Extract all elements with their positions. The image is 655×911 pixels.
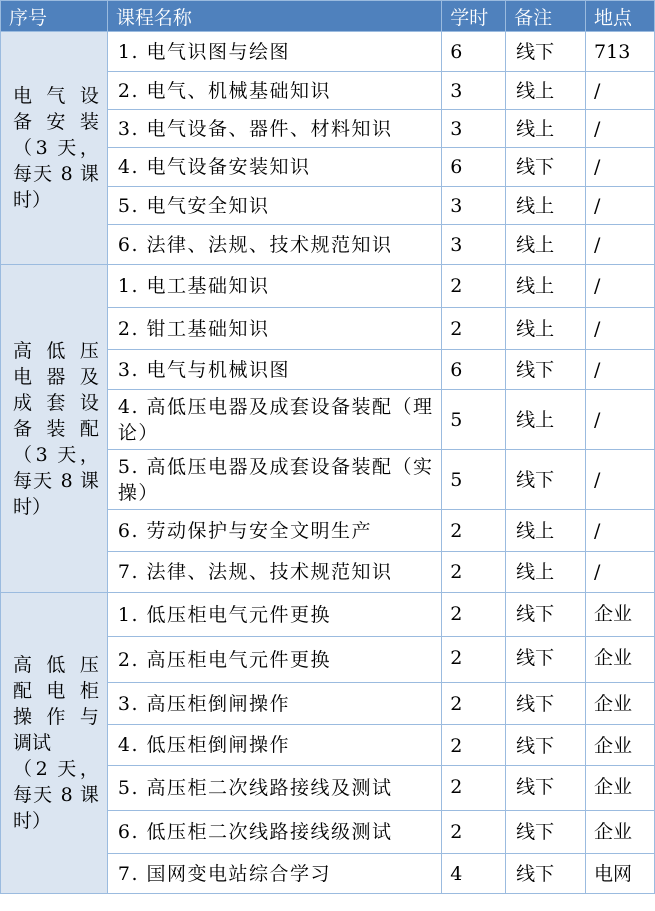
group-label-line: 高低压 [13, 339, 99, 362]
hours-cell: 6 [442, 32, 506, 72]
course-cell: 5. 高低压电器及成套设备装配（实操） [107, 450, 441, 510]
hours-cell: 2 [442, 510, 506, 552]
location-cell: 企业 [586, 725, 655, 766]
location-cell: 企业 [586, 637, 655, 683]
group-label-line: 配电柜 [13, 680, 99, 702]
course-cell: 2. 电气、机械基础知识 [107, 72, 441, 110]
hours-cell: 2 [442, 593, 506, 637]
note-cell: 线下 [506, 350, 586, 390]
hours-cell: 3 [442, 110, 506, 148]
note-cell: 线上 [506, 187, 586, 225]
hours-cell: 2 [442, 552, 506, 593]
location-cell: 企业 [586, 683, 655, 725]
hours-cell: 2 [442, 265, 506, 308]
group-label-line: 每天 8 课 [13, 163, 99, 185]
location-cell: 713 [586, 32, 655, 72]
group-label-line: 操作与 [13, 706, 99, 728]
course-cell: 3. 高压柜倒闸操作 [107, 683, 441, 725]
location-cell: / [586, 110, 655, 148]
location-cell: / [586, 552, 655, 593]
location-cell: 企业 [586, 811, 655, 854]
hours-cell: 2 [442, 683, 506, 725]
header-hours: 学时 [442, 1, 506, 32]
table-body [1, 32, 655, 894]
note-cell: 线上 [506, 225, 586, 265]
header-location: 地点 [586, 1, 655, 32]
note-cell: 线下 [506, 811, 586, 854]
table-row [1, 265, 655, 308]
group-label-line: 时） [13, 189, 52, 211]
group-label-line: 每天 8 课 [13, 469, 99, 492]
note-cell: 线下 [506, 148, 586, 187]
hours-cell: 2 [442, 766, 506, 811]
group-label-line: （3 天， [13, 443, 99, 466]
note-cell: 线下 [506, 766, 586, 811]
hours-cell: 2 [442, 308, 506, 350]
location-cell: / [586, 390, 655, 450]
table-row [1, 593, 655, 637]
header-index: 序号 [1, 1, 108, 32]
hours-cell: 3 [442, 72, 506, 110]
group-label-line: 备装配 [13, 417, 99, 440]
note-cell: 线下 [506, 725, 586, 766]
hours-cell: 5 [442, 390, 506, 450]
group-label-line: 电气设 [13, 85, 99, 107]
note-cell: 线下 [506, 450, 586, 510]
course-cell: 6. 劳动保护与安全文明生产 [107, 510, 441, 552]
note-cell: 线上 [506, 265, 586, 308]
hours-cell: 2 [442, 725, 506, 766]
group-label-line: 备安装 [13, 111, 99, 133]
note-cell: 线上 [506, 390, 586, 450]
location-cell: 企业 [586, 766, 655, 811]
course-cell: 4. 电气设备安装知识 [107, 148, 441, 187]
group-label-line: 时） [13, 495, 52, 518]
hours-cell: 6 [442, 148, 506, 187]
course-cell: 1. 低压柜电气元件更换 [107, 593, 441, 637]
hours-cell: 3 [442, 225, 506, 265]
group-label-line: 成套设 [13, 391, 99, 414]
hours-cell: 4 [442, 854, 506, 894]
course-cell: 4. 高低压电器及成套设备装配（理论） [107, 390, 441, 450]
location-cell: / [586, 187, 655, 225]
note-cell: 线上 [506, 308, 586, 350]
course-cell: 6. 法律、法规、技术规范知识 [107, 225, 441, 265]
note-cell: 线下 [506, 683, 586, 725]
course-cell: 1. 电工基础知识 [107, 265, 441, 308]
hours-cell: 2 [442, 637, 506, 683]
group-label-line: 高低压 [13, 654, 99, 676]
table-header-row [1, 1, 655, 32]
note-cell: 线下 [506, 32, 586, 72]
course-cell: 1. 电气识图与绘图 [107, 32, 441, 72]
course-cell: 2. 钳工基础知识 [107, 308, 441, 350]
hours-cell: 2 [442, 811, 506, 854]
location-cell: / [586, 72, 655, 110]
header-course-name: 课程名称 [107, 1, 441, 32]
group-label-line: （3 天， [13, 137, 99, 159]
hours-cell: 6 [442, 350, 506, 390]
location-cell: / [586, 308, 655, 350]
course-cell: 3. 电气设备、器件、材料知识 [107, 110, 441, 148]
hours-cell: 3 [442, 187, 506, 225]
group-label-3 [1, 593, 108, 894]
course-cell: 7. 国网变电站综合学习 [107, 854, 441, 894]
course-cell: 6. 低压柜二次线路接线级测试 [107, 811, 441, 854]
group-label-line: 电器及 [13, 365, 99, 388]
location-cell: 企业 [586, 593, 655, 637]
group-label-line: 时） [13, 810, 52, 832]
group-label-1 [1, 32, 108, 265]
location-cell: 电网 [586, 854, 655, 894]
course-cell: 5. 高压柜二次线路接线及测试 [107, 766, 441, 811]
location-cell: / [586, 225, 655, 265]
table-row [1, 32, 655, 72]
group-label-line: 每天 8 课 [13, 784, 99, 806]
course-cell: 3. 电气与机械识图 [107, 350, 441, 390]
note-cell: 线上 [506, 510, 586, 552]
header-note: 备注 [506, 1, 586, 32]
note-cell: 线上 [506, 552, 586, 593]
hours-cell: 5 [442, 450, 506, 510]
location-cell: / [586, 450, 655, 510]
note-cell: 线上 [506, 72, 586, 110]
group-label-line: （2 天， [13, 758, 99, 780]
location-cell: / [586, 265, 655, 308]
course-cell: 5. 电气安全知识 [107, 187, 441, 225]
location-cell: / [586, 350, 655, 390]
note-cell: 线上 [506, 110, 586, 148]
location-cell: / [586, 510, 655, 552]
note-cell: 线下 [506, 637, 586, 683]
location-cell: / [586, 148, 655, 187]
note-cell: 线下 [506, 854, 586, 894]
course-cell: 7. 法律、法规、技术规范知识 [107, 552, 441, 593]
course-cell: 4. 低压柜倒闸操作 [107, 725, 441, 766]
note-cell: 线下 [506, 593, 586, 637]
group-label-2 [1, 265, 108, 593]
course-cell: 2. 高压柜电气元件更换 [107, 637, 441, 683]
group-label-line: 调试 [13, 732, 52, 754]
